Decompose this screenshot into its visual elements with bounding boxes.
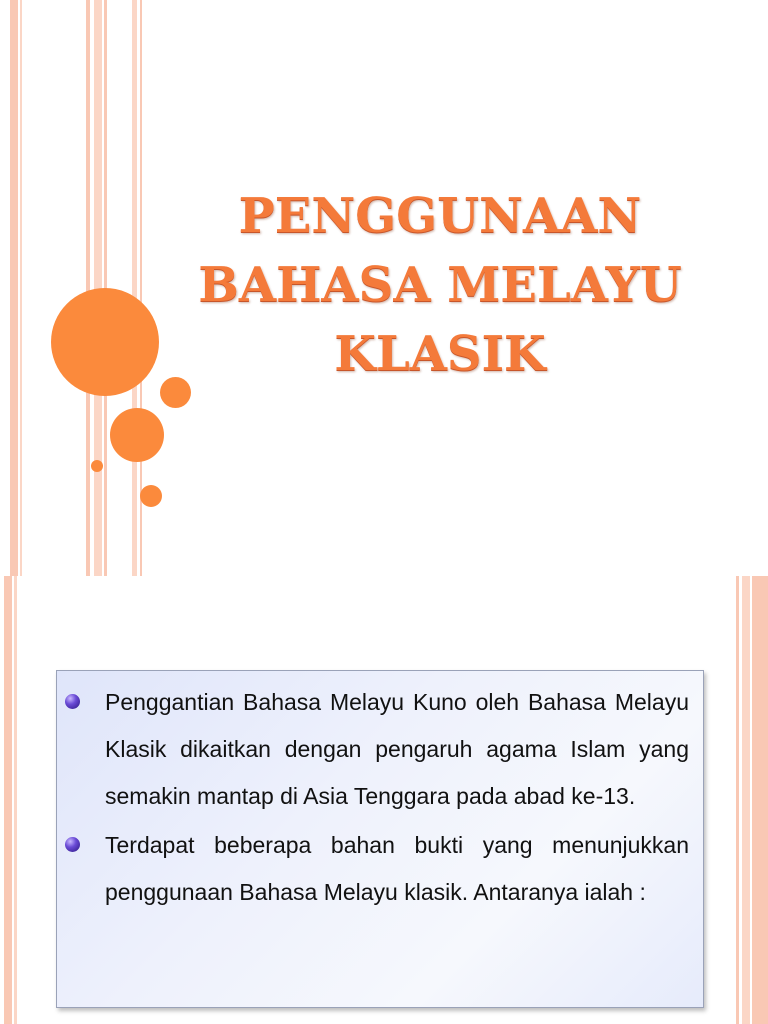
stripe [20,0,22,576]
slide-title [180,182,700,389]
content-box [56,670,704,1008]
stripe [132,0,137,576]
list-item [57,679,703,820]
medium-circle-icon [110,408,164,462]
list-item [57,822,703,916]
stripe [752,576,768,1024]
stripe [736,576,739,1024]
tiny-circle-icon [91,460,103,472]
title-line: PENGGUNAAN [238,188,642,244]
bullet-text: Terdapat beberapa bahan bukti yang menunjukkan penggunaan Bahasa Melayu klasik. Antaranya ialah : [105,832,689,905]
title-line: KLASIK [334,326,546,382]
stripe [10,0,18,576]
stripe [742,576,750,1024]
title-line: BAHASA MELAYU [198,257,682,313]
bullet-list [57,679,703,916]
bullet-icon [65,694,80,709]
bullet-icon [65,837,80,852]
small-circle-icon [140,485,162,507]
bullet-text: Penggantian Bahasa Melayu Kuno oleh Bahasa Melayu Klasik dikaitkan dengan pengaruh agama Islam yang semakin mantap di Asia Tenggara pada abad ke-13. [105,689,689,809]
large-circle-icon [51,288,159,396]
content-slide [0,576,768,1024]
stripe [86,0,90,576]
stripe [4,576,12,1024]
stripe [14,576,17,1024]
